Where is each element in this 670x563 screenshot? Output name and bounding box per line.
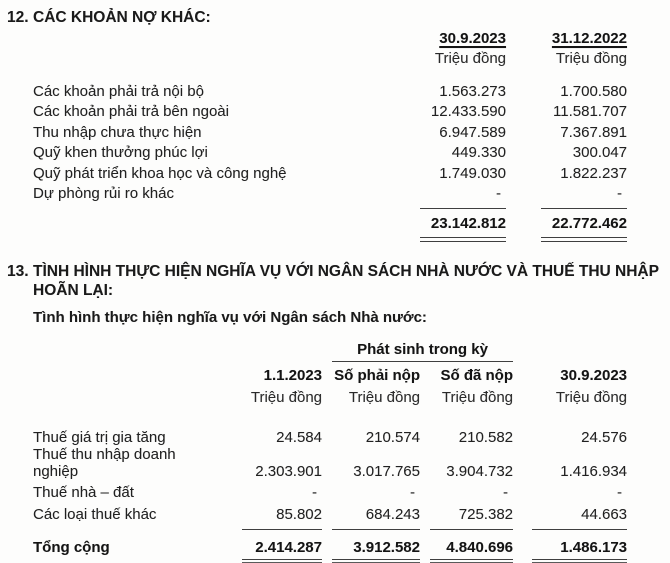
row-value: 85.802 [276,505,322,523]
row-value: 725.382 [458,505,514,523]
unit-label: Triệu đồng [555,389,628,406]
section-13-title [7,262,670,300]
row-value: 1.700.580 [560,82,627,100]
row-label: Dự phòng rủi ro khác [33,185,174,202]
total-bottom-rule [430,559,513,563]
row-value: 3.904.732 [446,462,514,480]
section-13-subtitle: Tình hình thực hiện nghĩa vụ với Ngân sách Nhà nước: [33,309,427,326]
unit-row [33,384,627,406]
total-double-rule [541,237,627,242]
row-value: 2.303.901 [255,462,322,480]
total-row [33,209,627,232]
row-value: 12.433.590 [430,103,506,120]
row-value: 1.416.934 [560,462,628,480]
column-header-date-2: 31.12.2022 [551,30,627,47]
unit-label: Triệu đồng [250,389,322,406]
row-value: 210.582 [458,428,514,446]
row-value: - [496,185,501,202]
table-row [33,120,627,141]
total-row [33,530,627,556]
section-12-heading: CÁC KHOẢN NỢ KHÁC: [33,9,211,26]
row-value: 44.663 [581,505,628,523]
row-value: 684.243 [365,505,420,523]
total-value: 4.840.696 [446,538,514,556]
table-row [33,100,627,121]
section-12-number: 12. [7,9,29,26]
unit-label: Triệu đồng [348,389,420,406]
state-budget-table [33,332,627,563]
total-bottom-rule [242,559,322,563]
row-label: Các loại thuế khác [33,505,157,523]
total-value: 3.912.582 [353,538,420,556]
total-underline-row [33,232,627,242]
table-row [33,161,627,182]
column-header-date-1: 30.9.2023 [439,30,506,47]
row-value: 449.330 [451,144,506,161]
column-header-opening: 1.1.2023 [263,367,322,384]
row-label: Các khoản phải trả bên ngoài [33,103,229,120]
row-value: 210.574 [365,428,420,446]
row-value: 6.947.589 [439,123,506,141]
section-13-heading-line2: HOÃN LẠI: [33,282,114,299]
section-12-title [7,8,670,27]
unit-row [33,47,627,67]
total-value: 22.772.462 [551,215,627,232]
total-bottom-rule [332,559,420,563]
table-row [33,501,627,523]
row-value: 1.563.273 [439,82,506,100]
row-value: 300.047 [572,144,627,161]
table-row [33,79,627,100]
column-header-payable: Số phải nộp [334,367,420,384]
total-divider-row [33,202,627,209]
row-value: - [617,484,623,501]
row-value: 1.749.030 [439,164,506,182]
row-label: Thu nhập chưa thực hiện [33,123,202,141]
table-row [33,424,627,446]
column-header-paid: Số đã nộp [440,367,514,384]
row-label: Thuế nhà – đất [33,484,134,501]
row-value: 24.576 [581,428,628,446]
total-bottom-rule [532,559,627,563]
section-13-heading-line1: TÌNH HÌNH THỰC HIỆN NGHĨA VỤ VỚI NGÂN SÁCH NHÀ NƯỚC VÀ THUẾ THU NHẬP [33,263,659,280]
row-value: - [503,484,509,501]
row-value: 1.822.237 [560,164,627,182]
column-header-closing: 30.9.2023 [560,367,628,384]
total-divider-row [33,523,627,530]
total-underline-row [33,556,627,563]
unit-label: Triệu đồng [555,50,627,67]
row-value: 3.017.765 [353,462,420,480]
table-header-row [33,362,627,384]
row-value: - [617,185,622,202]
group-header-period: Phát sinh trong kỳ [332,341,513,362]
total-value: 23.142.812 [430,215,506,232]
group-header-row [33,332,627,362]
unit-label: Triệu đồng [434,50,506,67]
row-label: Quỹ khen thưởng phúc lợi [33,144,208,161]
unit-label: Triệu đồng [441,389,514,406]
section-13-number: 13. [7,263,29,280]
total-value: 2.414.287 [255,538,322,556]
table-row [33,446,627,480]
row-label: Các khoản phải trả nội bộ [33,82,204,100]
other-payables-table [33,29,627,242]
row-value: 7.367.891 [560,123,627,141]
table-row [33,141,627,162]
total-value: 1.486.173 [560,538,628,556]
row-value: 24.584 [276,428,322,446]
row-value: 11.581.707 [553,103,627,120]
total-label: Tổng cộng [33,538,110,556]
row-label: Quỹ phát triển khoa học và công nghệ [33,164,287,182]
row-label: Thuế thu nhập doanh nghiệp [33,445,176,480]
section-12-other-payables [7,8,670,242]
table-row [33,182,627,203]
row-value: - [410,484,415,501]
row-label: Thuế giá trị gia tăng [33,428,166,446]
section-13-heading [33,262,659,300]
row-value: - [312,484,317,501]
total-double-rule [420,237,506,242]
section-13-state-budget [7,262,670,563]
table-header-row [33,29,627,47]
table-row [33,480,627,502]
